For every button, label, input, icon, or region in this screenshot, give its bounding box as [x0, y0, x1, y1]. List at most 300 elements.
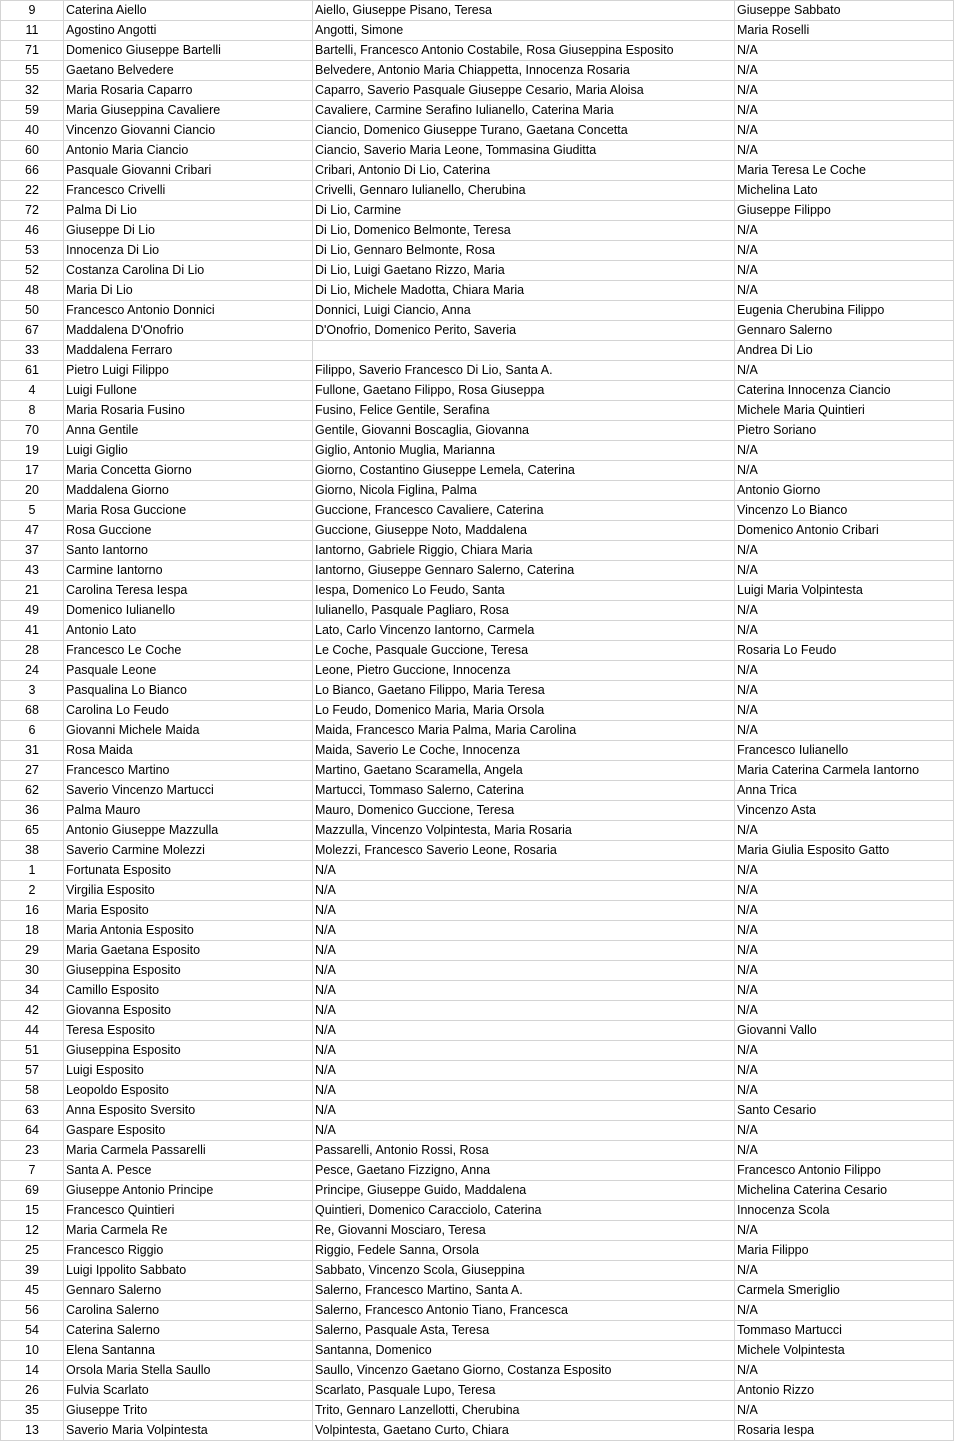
cell-id[interactable]: 6: [1, 721, 64, 741]
cell-parents[interactable]: Aiello, Giuseppe Pisano, Teresa: [313, 1, 735, 21]
cell-name[interactable]: Francesco Quintieri: [64, 1201, 313, 1221]
cell-parents[interactable]: [313, 341, 735, 361]
cell-parents[interactable]: Pesce, Gaetano Fizzigno, Anna: [313, 1161, 735, 1181]
cell-name[interactable]: Luigi Fullone: [64, 381, 313, 401]
cell-id[interactable]: 12: [1, 1221, 64, 1241]
cell-id[interactable]: 51: [1, 1041, 64, 1061]
cell-spouse[interactable]: N/A: [735, 881, 954, 901]
cell-parents[interactable]: Caparro, Saverio Pasquale Giuseppe Cesario, Maria Aloisa: [313, 81, 735, 101]
cell-parents[interactable]: N/A: [313, 1061, 735, 1081]
cell-name[interactable]: Innocenza Di Lio: [64, 241, 313, 261]
cell-id[interactable]: 17: [1, 461, 64, 481]
cell-id[interactable]: 56: [1, 1301, 64, 1321]
cell-spouse[interactable]: Innocenza Scola: [735, 1201, 954, 1221]
cell-name[interactable]: Saverio Carmine Molezzi: [64, 841, 313, 861]
cell-name[interactable]: Virgilia Esposito: [64, 881, 313, 901]
cell-parents[interactable]: Donnici, Luigi Ciancio, Anna: [313, 301, 735, 321]
cell-spouse[interactable]: Giuseppe Filippo: [735, 201, 954, 221]
cell-id[interactable]: 38: [1, 841, 64, 861]
cell-spouse[interactable]: Andrea Di Lio: [735, 341, 954, 361]
cell-name[interactable]: Carolina Salerno: [64, 1301, 313, 1321]
cell-id[interactable]: 60: [1, 141, 64, 161]
cell-name[interactable]: Maria Rosaria Caparro: [64, 81, 313, 101]
cell-name[interactable]: Maria Rosa Guccione: [64, 501, 313, 521]
cell-parents[interactable]: Sabbato, Vincenzo Scola, Giuseppina: [313, 1261, 735, 1281]
cell-parents[interactable]: N/A: [313, 901, 735, 921]
cell-spouse[interactable]: Michelina Lato: [735, 181, 954, 201]
cell-spouse[interactable]: N/A: [735, 621, 954, 641]
cell-spouse[interactable]: N/A: [735, 1221, 954, 1241]
cell-name[interactable]: Maria Carmela Re: [64, 1221, 313, 1241]
cell-id[interactable]: 49: [1, 601, 64, 621]
cell-id[interactable]: 11: [1, 21, 64, 41]
cell-name[interactable]: Giuseppina Esposito: [64, 961, 313, 981]
cell-name[interactable]: Fulvia Scarlato: [64, 1381, 313, 1401]
cell-spouse[interactable]: N/A: [735, 441, 954, 461]
cell-name[interactable]: Gennaro Salerno: [64, 1281, 313, 1301]
cell-spouse[interactable]: N/A: [735, 261, 954, 281]
cell-parents[interactable]: Scarlato, Pasquale Lupo, Teresa: [313, 1381, 735, 1401]
cell-name[interactable]: Maddalena Ferraro: [64, 341, 313, 361]
cell-name[interactable]: Fortunata Esposito: [64, 861, 313, 881]
cell-parents[interactable]: Cribari, Antonio Di Lio, Caterina: [313, 161, 735, 181]
cell-name[interactable]: Palma Mauro: [64, 801, 313, 821]
cell-id[interactable]: 7: [1, 1161, 64, 1181]
cell-parents[interactable]: Quintieri, Domenico Caracciolo, Caterina: [313, 1201, 735, 1221]
cell-id[interactable]: 45: [1, 1281, 64, 1301]
cell-name[interactable]: Maria Carmela Passarelli: [64, 1141, 313, 1161]
cell-name[interactable]: Maria Gaetana Esposito: [64, 941, 313, 961]
cell-spouse[interactable]: Caterina Innocenza Ciancio: [735, 381, 954, 401]
cell-spouse[interactable]: Giovanni Vallo: [735, 1021, 954, 1041]
cell-name[interactable]: Caterina Aiello: [64, 1, 313, 21]
cell-id[interactable]: 25: [1, 1241, 64, 1261]
cell-spouse[interactable]: N/A: [735, 141, 954, 161]
cell-parents[interactable]: Le Coche, Pasquale Guccione, Teresa: [313, 641, 735, 661]
cell-parents[interactable]: Di Lio, Luigi Gaetano Rizzo, Maria: [313, 261, 735, 281]
cell-name[interactable]: Gaspare Esposito: [64, 1121, 313, 1141]
cell-spouse[interactable]: Francesco Iulianello: [735, 741, 954, 761]
cell-name[interactable]: Giuseppe Trito: [64, 1401, 313, 1421]
cell-parents[interactable]: Iespa, Domenico Lo Feudo, Santa: [313, 581, 735, 601]
cell-name[interactable]: Palma Di Lio: [64, 201, 313, 221]
cell-name[interactable]: Pasquale Giovanni Cribari: [64, 161, 313, 181]
cell-spouse[interactable]: Michele Volpintesta: [735, 1341, 954, 1361]
cell-id[interactable]: 54: [1, 1321, 64, 1341]
cell-id[interactable]: 64: [1, 1121, 64, 1141]
cell-id[interactable]: 18: [1, 921, 64, 941]
cell-name[interactable]: Maria Rosaria Fusino: [64, 401, 313, 421]
cell-name[interactable]: Giuseppe Di Lio: [64, 221, 313, 241]
cell-spouse[interactable]: N/A: [735, 1401, 954, 1421]
cell-id[interactable]: 57: [1, 1061, 64, 1081]
cell-parents[interactable]: Salerno, Francesco Antonio Tiano, Francesca: [313, 1301, 735, 1321]
cell-name[interactable]: Leopoldo Esposito: [64, 1081, 313, 1101]
cell-name[interactable]: Orsola Maria Stella Saullo: [64, 1361, 313, 1381]
cell-id[interactable]: 29: [1, 941, 64, 961]
cell-id[interactable]: 30: [1, 961, 64, 981]
cell-name[interactable]: Santa A. Pesce: [64, 1161, 313, 1181]
cell-spouse[interactable]: N/A: [735, 361, 954, 381]
cell-parents[interactable]: Principe, Giuseppe Guido, Maddalena: [313, 1181, 735, 1201]
cell-parents[interactable]: Lo Feudo, Domenico Maria, Maria Orsola: [313, 701, 735, 721]
cell-parents[interactable]: Guccione, Francesco Cavaliere, Caterina: [313, 501, 735, 521]
cell-id[interactable]: 44: [1, 1021, 64, 1041]
cell-parents[interactable]: Ciancio, Saverio Maria Leone, Tommasina Giuditta: [313, 141, 735, 161]
cell-id[interactable]: 34: [1, 981, 64, 1001]
cell-name[interactable]: Agostino Angotti: [64, 21, 313, 41]
cell-parents[interactable]: Giorno, Nicola Figlina, Palma: [313, 481, 735, 501]
cell-id[interactable]: 55: [1, 61, 64, 81]
cell-name[interactable]: Francesco Riggio: [64, 1241, 313, 1261]
cell-name[interactable]: Francesco Le Coche: [64, 641, 313, 661]
cell-spouse[interactable]: Domenico Antonio Cribari: [735, 521, 954, 541]
cell-spouse[interactable]: N/A: [735, 561, 954, 581]
cell-name[interactable]: Rosa Guccione: [64, 521, 313, 541]
cell-parents[interactable]: Trito, Gennaro Lanzellotti, Cherubina: [313, 1401, 735, 1421]
cell-id[interactable]: 2: [1, 881, 64, 901]
cell-parents[interactable]: N/A: [313, 881, 735, 901]
cell-spouse[interactable]: Gennaro Salerno: [735, 321, 954, 341]
cell-spouse[interactable]: N/A: [735, 1001, 954, 1021]
cell-parents[interactable]: Di Lio, Carmine: [313, 201, 735, 221]
cell-name[interactable]: Giovanna Esposito: [64, 1001, 313, 1021]
cell-id[interactable]: 40: [1, 121, 64, 141]
cell-parents[interactable]: Maida, Francesco Maria Palma, Maria Carolina: [313, 721, 735, 741]
cell-spouse[interactable]: N/A: [735, 241, 954, 261]
cell-parents[interactable]: Giorno, Costantino Giuseppe Lemela, Caterina: [313, 461, 735, 481]
cell-name[interactable]: Maria Esposito: [64, 901, 313, 921]
cell-parents[interactable]: Di Lio, Gennaro Belmonte, Rosa: [313, 241, 735, 261]
cell-parents[interactable]: D'Onofrio, Domenico Perito, Saveria: [313, 321, 735, 341]
cell-spouse[interactable]: N/A: [735, 41, 954, 61]
cell-spouse[interactable]: N/A: [735, 101, 954, 121]
cell-spouse[interactable]: N/A: [735, 1141, 954, 1161]
cell-id[interactable]: 47: [1, 521, 64, 541]
cell-name[interactable]: Luigi Esposito: [64, 1061, 313, 1081]
table-row: [1, 701, 954, 721]
cell-id[interactable]: 5: [1, 501, 64, 521]
cell-parents[interactable]: N/A: [313, 941, 735, 961]
cell-parents[interactable]: Iulianello, Pasquale Pagliaro, Rosa: [313, 601, 735, 621]
cell-spouse[interactable]: Antonio Giorno: [735, 481, 954, 501]
cell-spouse[interactable]: N/A: [735, 721, 954, 741]
cell-spouse[interactable]: N/A: [735, 1301, 954, 1321]
cell-id[interactable]: 21: [1, 581, 64, 601]
cell-name[interactable]: Maria Antonia Esposito: [64, 921, 313, 941]
cell-name[interactable]: Maddalena Giorno: [64, 481, 313, 501]
cell-name[interactable]: Vincenzo Giovanni Ciancio: [64, 121, 313, 141]
cell-parents[interactable]: Fusino, Felice Gentile, Serafina: [313, 401, 735, 421]
cell-id[interactable]: 70: [1, 421, 64, 441]
cell-parents[interactable]: Crivelli, Gennaro Iulianello, Cherubina: [313, 181, 735, 201]
cell-parents[interactable]: Angotti, Simone: [313, 21, 735, 41]
cell-spouse[interactable]: N/A: [735, 1361, 954, 1381]
cell-id[interactable]: 15: [1, 1201, 64, 1221]
cell-parents[interactable]: Lo Bianco, Gaetano Filippo, Maria Teresa: [313, 681, 735, 701]
cell-parents[interactable]: N/A: [313, 1121, 735, 1141]
cell-id[interactable]: 1: [1, 861, 64, 881]
cell-id[interactable]: 50: [1, 301, 64, 321]
cell-name[interactable]: Caterina Salerno: [64, 1321, 313, 1341]
cell-spouse[interactable]: N/A: [735, 121, 954, 141]
cell-parents[interactable]: Lato, Carlo Vincenzo Iantorno, Carmela: [313, 621, 735, 641]
cell-id[interactable]: 23: [1, 1141, 64, 1161]
cell-parents[interactable]: Filippo, Saverio Francesco Di Lio, Santa A.: [313, 361, 735, 381]
cell-spouse[interactable]: N/A: [735, 281, 954, 301]
cell-name[interactable]: Saverio Maria Volpintesta: [64, 1421, 313, 1441]
cell-spouse[interactable]: Vincenzo Lo Bianco: [735, 501, 954, 521]
table-row: [1, 181, 954, 201]
cell-id[interactable]: 20: [1, 481, 64, 501]
cell-spouse[interactable]: N/A: [735, 1061, 954, 1081]
cell-id[interactable]: 22: [1, 181, 64, 201]
cell-parents[interactable]: N/A: [313, 861, 735, 881]
table-row: [1, 421, 954, 441]
table-row: [1, 1241, 954, 1261]
cell-parents[interactable]: Iantorno, Giuseppe Gennaro Salerno, Caterina: [313, 561, 735, 581]
cell-parents[interactable]: N/A: [313, 1041, 735, 1061]
cell-name[interactable]: Carolina Teresa Iespa: [64, 581, 313, 601]
cell-parents[interactable]: Mauro, Domenico Guccione, Teresa: [313, 801, 735, 821]
cell-name[interactable]: Pasquale Leone: [64, 661, 313, 681]
cell-id[interactable]: 53: [1, 241, 64, 261]
cell-parents[interactable]: N/A: [313, 961, 735, 981]
cell-name[interactable]: Giovanni Michele Maida: [64, 721, 313, 741]
cell-spouse[interactable]: N/A: [735, 541, 954, 561]
cell-parents[interactable]: Belvedere, Antonio Maria Chiappetta, Innocenza Rosaria: [313, 61, 735, 81]
cell-id[interactable]: 26: [1, 1381, 64, 1401]
cell-name[interactable]: Antonio Giuseppe Mazzulla: [64, 821, 313, 841]
cell-spouse[interactable]: N/A: [735, 1261, 954, 1281]
cell-id[interactable]: 42: [1, 1001, 64, 1021]
cell-parents[interactable]: Saullo, Vincenzo Gaetano Giorno, Costanza Esposito: [313, 1361, 735, 1381]
cell-spouse[interactable]: N/A: [735, 981, 954, 1001]
cell-spouse[interactable]: Rosaria Iespa: [735, 1421, 954, 1441]
cell-name[interactable]: Pietro Luigi Filippo: [64, 361, 313, 381]
cell-id[interactable]: 36: [1, 801, 64, 821]
cell-id[interactable]: 3: [1, 681, 64, 701]
cell-id[interactable]: 67: [1, 321, 64, 341]
cell-parents[interactable]: Salerno, Francesco Martino, Santa A.: [313, 1281, 735, 1301]
cell-id[interactable]: 66: [1, 161, 64, 181]
cell-name[interactable]: Teresa Esposito: [64, 1021, 313, 1041]
cell-parents[interactable]: Martino, Gaetano Scaramella, Angela: [313, 761, 735, 781]
cell-spouse[interactable]: Vincenzo Asta: [735, 801, 954, 821]
cell-parents[interactable]: Santanna, Domenico: [313, 1341, 735, 1361]
cell-spouse[interactable]: Maria Giulia Esposito Gatto: [735, 841, 954, 861]
cell-id[interactable]: 10: [1, 1341, 64, 1361]
cell-name[interactable]: Domenico Giuseppe Bartelli: [64, 41, 313, 61]
cell-spouse[interactable]: N/A: [735, 861, 954, 881]
table-row: [1, 621, 954, 641]
cell-spouse[interactable]: N/A: [735, 1121, 954, 1141]
cell-id[interactable]: 31: [1, 741, 64, 761]
cell-parents[interactable]: Di Lio, Domenico Belmonte, Teresa: [313, 221, 735, 241]
cell-spouse[interactable]: N/A: [735, 461, 954, 481]
cell-name[interactable]: Francesco Martino: [64, 761, 313, 781]
cell-parents[interactable]: Mazzulla, Vincenzo Volpintesta, Maria Rosaria: [313, 821, 735, 841]
cell-spouse[interactable]: N/A: [735, 961, 954, 981]
cell-name[interactable]: Francesco Antonio Donnici: [64, 301, 313, 321]
cell-id[interactable]: 61: [1, 361, 64, 381]
cell-spouse[interactable]: N/A: [735, 1081, 954, 1101]
cell-id[interactable]: 14: [1, 1361, 64, 1381]
cell-spouse[interactable]: Santo Cesario: [735, 1101, 954, 1121]
cell-parents[interactable]: Salerno, Pasquale Asta, Teresa: [313, 1321, 735, 1341]
cell-spouse[interactable]: N/A: [735, 921, 954, 941]
cell-id[interactable]: 19: [1, 441, 64, 461]
cell-spouse[interactable]: N/A: [735, 941, 954, 961]
cell-name[interactable]: Gaetano Belvedere: [64, 61, 313, 81]
cell-name[interactable]: Carmine Iantorno: [64, 561, 313, 581]
cell-parents[interactable]: N/A: [313, 1101, 735, 1121]
cell-spouse[interactable]: Maria Teresa Le Coche: [735, 161, 954, 181]
cell-id[interactable]: 59: [1, 101, 64, 121]
cell-id[interactable]: 65: [1, 821, 64, 841]
cell-spouse[interactable]: N/A: [735, 821, 954, 841]
table-row: [1, 1281, 954, 1301]
cell-spouse[interactable]: N/A: [735, 61, 954, 81]
cell-id[interactable]: 39: [1, 1261, 64, 1281]
cell-id[interactable]: 4: [1, 381, 64, 401]
cell-id[interactable]: 71: [1, 41, 64, 61]
cell-spouse[interactable]: N/A: [735, 601, 954, 621]
cell-name[interactable]: Santo Iantorno: [64, 541, 313, 561]
cell-parents[interactable]: Gentile, Giovanni Boscaglia, Giovanna: [313, 421, 735, 441]
cell-spouse[interactable]: N/A: [735, 1041, 954, 1061]
cell-name[interactable]: Costanza Carolina Di Lio: [64, 261, 313, 281]
cell-name[interactable]: Luigi Giglio: [64, 441, 313, 461]
cell-spouse[interactable]: Pietro Soriano: [735, 421, 954, 441]
cell-name[interactable]: Giuseppe Antonio Principe: [64, 1181, 313, 1201]
cell-name[interactable]: Anna Esposito Sversito: [64, 1101, 313, 1121]
cell-name[interactable]: Antonio Lato: [64, 621, 313, 641]
cell-id[interactable]: 35: [1, 1401, 64, 1421]
cell-parents[interactable]: Guccione, Giuseppe Noto, Maddalena: [313, 521, 735, 541]
cell-parents[interactable]: Riggio, Fedele Sanna, Orsola: [313, 1241, 735, 1261]
table-row: [1, 681, 954, 701]
cell-spouse[interactable]: Giuseppe Sabbato: [735, 1, 954, 21]
cell-spouse[interactable]: Luigi Maria Volpintesta: [735, 581, 954, 601]
cell-parents[interactable]: Bartelli, Francesco Antonio Costabile, Rosa Giuseppina Esposito: [313, 41, 735, 61]
cell-id[interactable]: 33: [1, 341, 64, 361]
cell-spouse[interactable]: N/A: [735, 221, 954, 241]
cell-spouse[interactable]: Rosaria Lo Feudo: [735, 641, 954, 661]
cell-id[interactable]: 63: [1, 1101, 64, 1121]
cell-parents[interactable]: N/A: [313, 1021, 735, 1041]
cell-id[interactable]: 58: [1, 1081, 64, 1101]
cell-spouse[interactable]: Maria Roselli: [735, 21, 954, 41]
cell-name[interactable]: Domenico Iulianello: [64, 601, 313, 621]
cell-parents[interactable]: Leone, Pietro Guccione, Innocenza: [313, 661, 735, 681]
cell-id[interactable]: 27: [1, 761, 64, 781]
cell-parents[interactable]: Giglio, Antonio Muglia, Marianna: [313, 441, 735, 461]
cell-parents[interactable]: Volpintesta, Gaetano Curto, Chiara: [313, 1421, 735, 1441]
cell-name[interactable]: Maria Giuseppina Cavaliere: [64, 101, 313, 121]
cell-id[interactable]: 24: [1, 661, 64, 681]
cell-name[interactable]: Anna Gentile: [64, 421, 313, 441]
table-row: [1, 61, 954, 81]
cell-parents[interactable]: N/A: [313, 1001, 735, 1021]
cell-id[interactable]: 46: [1, 221, 64, 241]
cell-name[interactable]: Maria Concetta Giorno: [64, 461, 313, 481]
cell-id[interactable]: 9: [1, 1, 64, 21]
cell-spouse[interactable]: Francesco Antonio Filippo: [735, 1161, 954, 1181]
cell-id[interactable]: 48: [1, 281, 64, 301]
cell-name[interactable]: Luigi Ippolito Sabbato: [64, 1261, 313, 1281]
cell-parents[interactable]: Cavaliere, Carmine Serafino Iulianello, Caterina Maria: [313, 101, 735, 121]
cell-name[interactable]: Pasqualina Lo Bianco: [64, 681, 313, 701]
cell-spouse[interactable]: Antonio Rizzo: [735, 1381, 954, 1401]
cell-parents[interactable]: N/A: [313, 1081, 735, 1101]
cell-name[interactable]: Maddalena D'Onofrio: [64, 321, 313, 341]
cell-parents[interactable]: N/A: [313, 921, 735, 941]
cell-name[interactable]: Antonio Maria Ciancio: [64, 141, 313, 161]
cell-id[interactable]: 28: [1, 641, 64, 661]
cell-id[interactable]: 72: [1, 201, 64, 221]
cell-name[interactable]: Maria Di Lio: [64, 281, 313, 301]
cell-spouse[interactable]: Maria Caterina Carmela Iantorno: [735, 761, 954, 781]
cell-id[interactable]: 16: [1, 901, 64, 921]
cell-parents[interactable]: Molezzi, Francesco Saverio Leone, Rosaria: [313, 841, 735, 861]
cell-name[interactable]: Camillo Esposito: [64, 981, 313, 1001]
cell-parents[interactable]: Passarelli, Antonio Rossi, Rosa: [313, 1141, 735, 1161]
cell-name[interactable]: Francesco Crivelli: [64, 181, 313, 201]
cell-spouse[interactable]: Eugenia Cherubina Filippo: [735, 301, 954, 321]
cell-id[interactable]: 41: [1, 621, 64, 641]
table-row: [1, 1161, 954, 1181]
cell-name[interactable]: Saverio Vincenzo Martucci: [64, 781, 313, 801]
cell-spouse[interactable]: N/A: [735, 701, 954, 721]
cell-id[interactable]: 68: [1, 701, 64, 721]
cell-spouse[interactable]: Carmela Smeriglio: [735, 1281, 954, 1301]
cell-parents[interactable]: Re, Giovanni Mosciaro, Teresa: [313, 1221, 735, 1241]
table-row: [1, 1121, 954, 1141]
cell-parents[interactable]: Iantorno, Gabriele Riggio, Chiara Maria: [313, 541, 735, 561]
cell-id[interactable]: 52: [1, 261, 64, 281]
table-row: [1, 1341, 954, 1361]
cell-spouse[interactable]: N/A: [735, 901, 954, 921]
cell-name[interactable]: Elena Santanna: [64, 1341, 313, 1361]
cell-id[interactable]: 13: [1, 1421, 64, 1441]
cell-id[interactable]: 69: [1, 1181, 64, 1201]
table-row: [1, 881, 954, 901]
cell-spouse[interactable]: Maria Filippo: [735, 1241, 954, 1261]
cell-parents[interactable]: Di Lio, Michele Madotta, Chiara Maria: [313, 281, 735, 301]
cell-id[interactable]: 32: [1, 81, 64, 101]
cell-name[interactable]: Rosa Maida: [64, 741, 313, 761]
cell-id[interactable]: 37: [1, 541, 64, 561]
cell-parents[interactable]: Martucci, Tommaso Salerno, Caterina: [313, 781, 735, 801]
cell-name[interactable]: Carolina Lo Feudo: [64, 701, 313, 721]
cell-id[interactable]: 62: [1, 781, 64, 801]
cell-parents[interactable]: Maida, Saverio Le Coche, Innocenza: [313, 741, 735, 761]
cell-spouse[interactable]: Anna Trica: [735, 781, 954, 801]
cell-id[interactable]: 43: [1, 561, 64, 581]
cell-spouse[interactable]: Tommaso Martucci: [735, 1321, 954, 1341]
cell-parents[interactable]: Fullone, Gaetano Filippo, Rosa Giuseppa: [313, 381, 735, 401]
cell-spouse[interactable]: Michele Maria Quintieri: [735, 401, 954, 421]
cell-parents[interactable]: N/A: [313, 981, 735, 1001]
cell-spouse[interactable]: N/A: [735, 81, 954, 101]
cell-id[interactable]: 8: [1, 401, 64, 421]
cell-spouse[interactable]: N/A: [735, 681, 954, 701]
cell-name[interactable]: Giuseppina Esposito: [64, 1041, 313, 1061]
cell-parents[interactable]: Ciancio, Domenico Giuseppe Turano, Gaetana Concetta: [313, 121, 735, 141]
cell-spouse[interactable]: N/A: [735, 661, 954, 681]
cell-spouse[interactable]: Michelina Caterina Cesario: [735, 1181, 954, 1201]
